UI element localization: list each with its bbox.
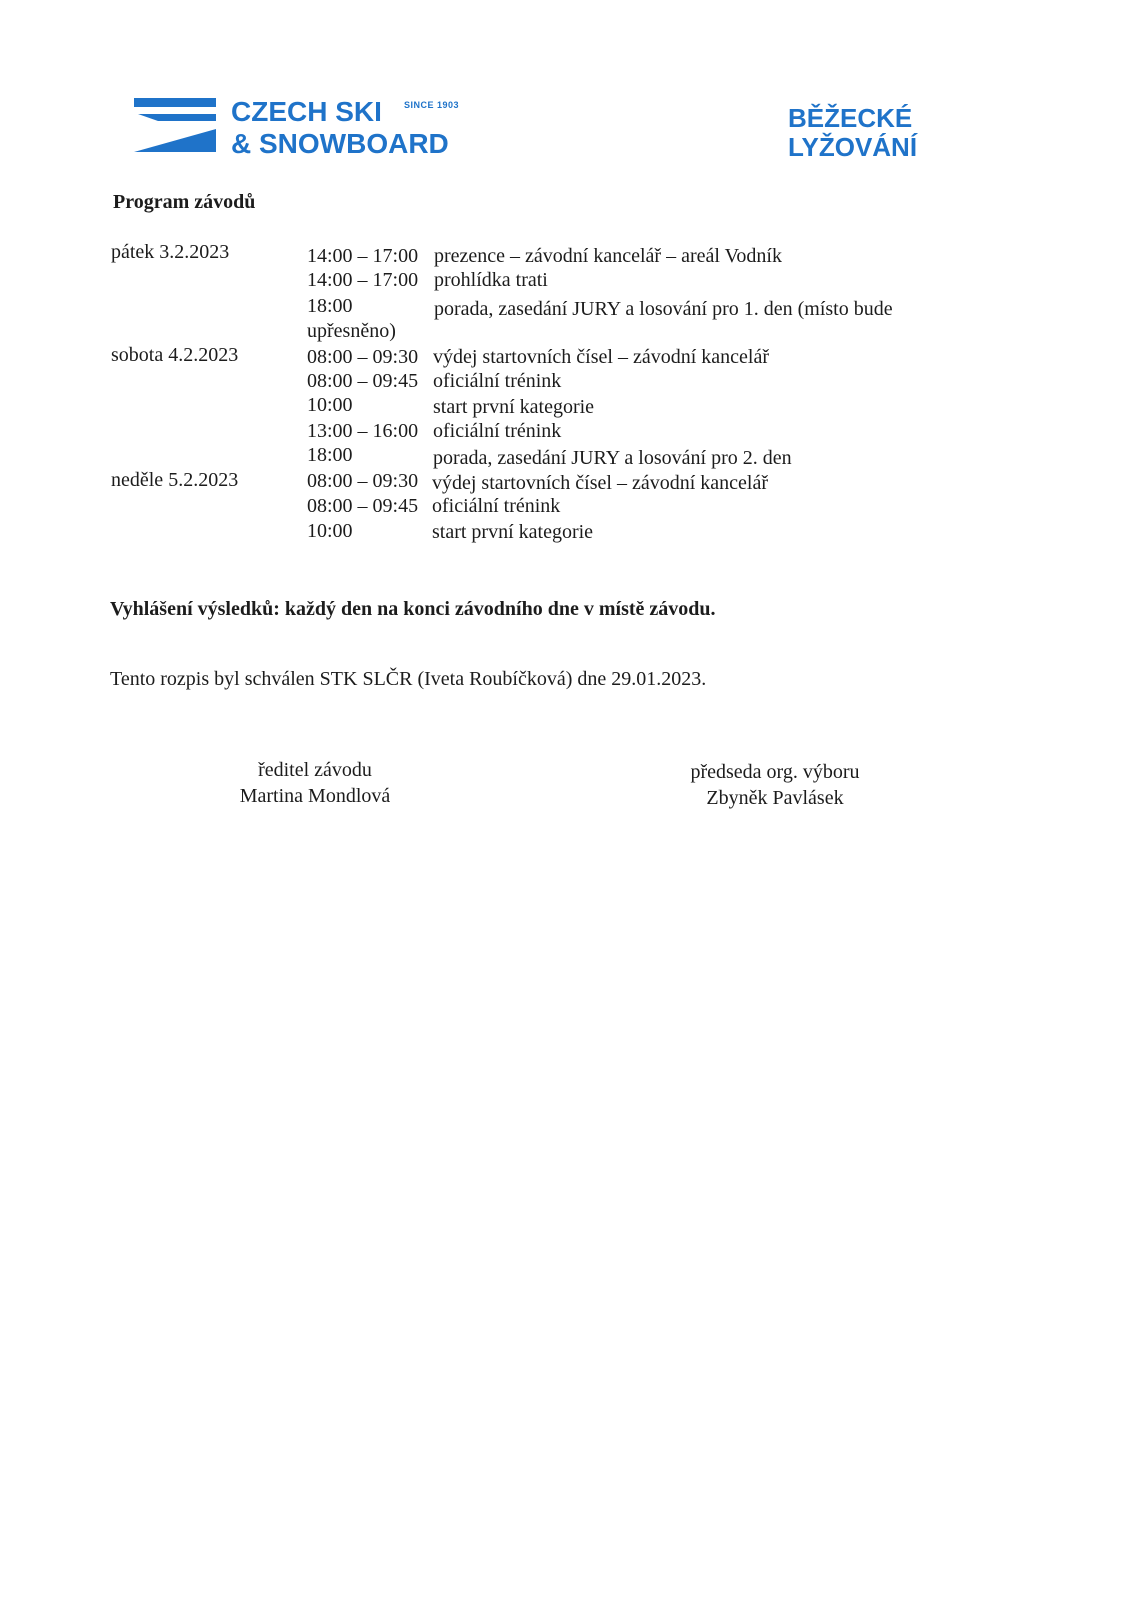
schedule-desc: výdej startovních čísel – závodní kancelář	[433, 346, 769, 368]
schedule-desc: porada, zasedání JURY a losování pro 2. den	[433, 447, 792, 469]
schedule-desc: start první kategorie	[433, 396, 595, 418]
schedule-time: 14:00 – 17:00	[307, 245, 419, 267]
schedule-time: 08:00 – 09:30	[307, 346, 419, 368]
results-announcement: Vyhlášení výsledků: každý den na konci závodního dne v místě závodu.	[110, 598, 716, 620]
czech-ski-logo	[134, 96, 479, 160]
schedule-time: 14:00 – 17:00	[307, 269, 419, 291]
logo-left-line1: CZECH SKI	[231, 96, 382, 127]
ski-stripes-icon	[134, 96, 224, 160]
schedule-desc: oficiální trénink	[432, 495, 561, 517]
schedule-time: 08:00 – 09:30	[307, 470, 419, 492]
schedule-time: 08:00 – 09:45	[307, 370, 419, 392]
bezecke-lyzovani-logo	[788, 104, 917, 162]
logo-left-line2: & SNOWBOARD	[231, 128, 449, 159]
signature-left-name: Martina Mondlová	[239, 785, 391, 807]
schedule-desc: prohlídka trati	[434, 269, 548, 291]
schedule-desc: prezence – závodní kancelář – areál Vodník	[434, 245, 782, 267]
schedule-time: 18:00	[307, 295, 353, 317]
signature-right-name: Zbyněk Pavlásek	[706, 787, 844, 809]
schedule-desc: start první kategorie	[432, 521, 594, 543]
schedule-desc: porada, zasedání JURY a losování pro 1. den (místo bude	[434, 298, 893, 320]
schedule-desc: oficiální trénink	[433, 420, 562, 442]
day-label: pátek 3.2.2023	[111, 241, 230, 263]
logo-since: SINCE 1903	[404, 100, 460, 110]
logo-right-line2: LYŽOVÁNÍ	[788, 132, 918, 162]
schedule-desc: oficiální trénink	[433, 370, 562, 392]
schedule-time: 10:00	[307, 520, 353, 542]
schedule-time: 10:00	[307, 394, 353, 416]
signature-right	[670, 759, 880, 811]
signature-left-role: ředitel závodu	[258, 759, 372, 781]
schedule-desc: výdej startovních čísel – závodní kancelář	[432, 472, 768, 494]
schedule-desc-continued: upřesněno)	[307, 320, 396, 342]
signature-right-role: předseda org. výboru	[690, 761, 860, 783]
schedule-time: 18:00	[307, 444, 353, 466]
program-heading: Program závodů	[113, 191, 256, 213]
day-label: sobota 4.2.2023	[111, 344, 239, 366]
logo-right-line1: BĚŽECKÉ	[788, 103, 913, 133]
day-label: neděle 5.2.2023	[111, 469, 239, 491]
signature-left	[215, 757, 415, 809]
schedule-time: 08:00 – 09:45	[307, 495, 419, 517]
schedule-time: 13:00 – 16:00	[307, 420, 419, 442]
approval-note: Tento rozpis byl schválen STK SLČR (Iveta Roubíčková) dne 29.01.2023.	[110, 668, 707, 690]
